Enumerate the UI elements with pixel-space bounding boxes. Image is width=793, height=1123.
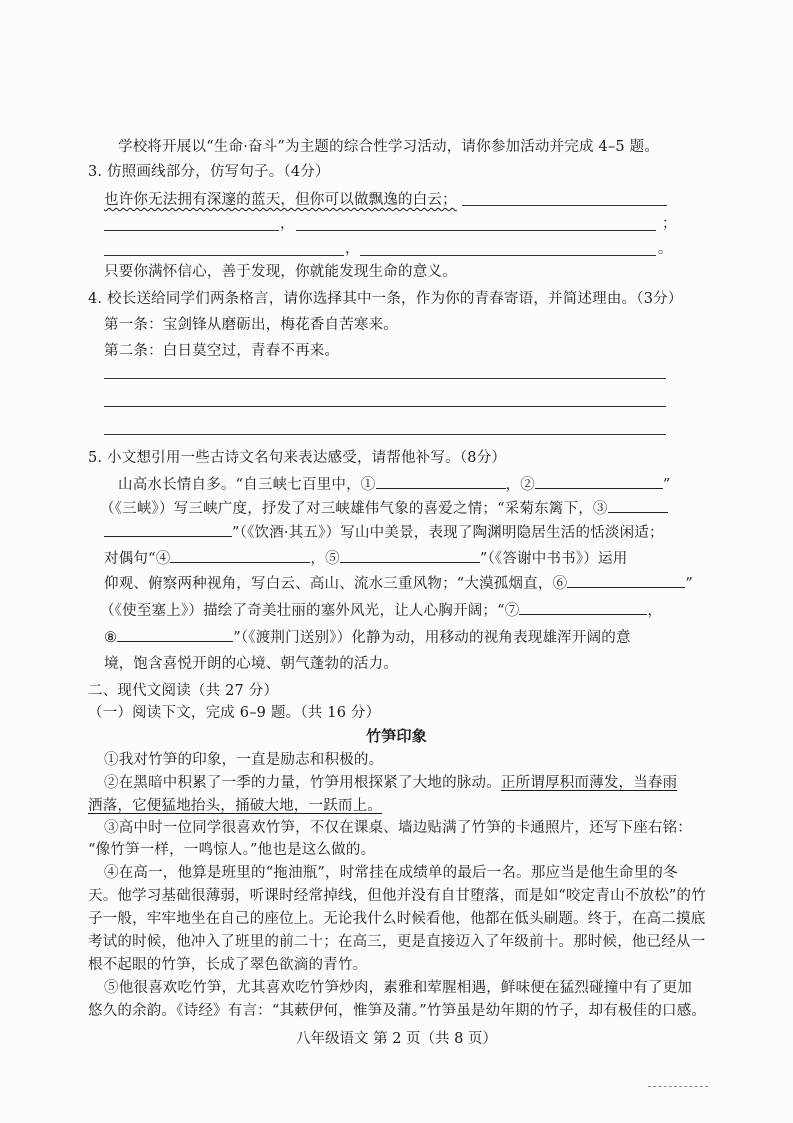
q5-text: 仰观、俯察两种视角，写白云、高山、流水三重风物；“大漠孤烟直，⑥ (104, 576, 568, 592)
q4-answer-line[interactable] (104, 378, 666, 379)
q5-text: ”（《渡荆门送别》）化静为动，用移动的视角表现雄浑开阔的意 (233, 630, 631, 646)
p2-underlined: 洒落，它便猛地抬头，捅破大地，一跃而上。 (88, 798, 382, 814)
blank-4[interactable] (170, 548, 310, 563)
q3-answer-line[interactable] (296, 230, 656, 231)
q4-answer-line[interactable] (104, 434, 666, 435)
q3-comma: ， (280, 216, 295, 232)
q5-text: （《使至塞上》）描绘了奇美壮丽的塞外风光，让人心胸开阔；“⑦ (100, 603, 520, 619)
p2-text: ②在黑暗中积累了一季的力量，竹笋用根探紧了大地的脉动。 (104, 775, 501, 791)
q5-text: 山高水长情自多。“自三峡七百里中，① (118, 477, 376, 493)
page-footer: 八年级语文 第 2 页（共 8 页） (296, 1031, 497, 1047)
paragraph-1: ①我对竹笋的印象，一直是励志和积极的。 (104, 752, 384, 768)
paragraph-4-line-1: ④在高一，他算是班里的“拖油瓶”，时常挂在成绩单的最后一名。那应当是他生命里的冬 (104, 865, 678, 881)
q5-line-1 (118, 474, 671, 495)
q5-line-4 (104, 548, 627, 569)
q4-answer-line[interactable] (104, 406, 666, 407)
q3-title: 3. 仿照画线部分，仿写句子。（4分） (88, 164, 330, 180)
q5-line-2 (100, 498, 668, 519)
blank-8[interactable] (117, 627, 233, 642)
paragraph-2-line-1 (104, 773, 677, 793)
q5-line-6 (100, 600, 662, 621)
section-subheading: （一）阅读下文，完成 6–9 题。（共 16 分） (88, 705, 381, 721)
section-heading: 二、现代文阅读（共 27 分） (88, 683, 279, 699)
blank-7[interactable] (519, 600, 647, 615)
q5-text: ，⑤ (310, 551, 340, 567)
blank-6[interactable] (567, 573, 685, 588)
q5-line-5 (104, 573, 693, 594)
activity-intro: 学校将开展以“生命·奋斗”为主题的综合性学习活动，请你参加活动并完成 4–5 题。 (118, 139, 660, 155)
q5-text: ， (647, 603, 663, 619)
q3-answer-line[interactable] (104, 230, 279, 231)
blank-3-cont[interactable] (104, 522, 232, 537)
q3-period: 。 (658, 241, 673, 257)
blank-3[interactable] (608, 498, 668, 513)
q3-semicolon: ； (662, 216, 677, 232)
q5-text: ” (662, 477, 671, 493)
q5-line-7 (104, 627, 631, 648)
q5-text: 对偶句“④ (104, 551, 171, 567)
q5-text: （《三峡》）写三峡广度，抒发了对三峡雄伟气象的喜爱之情；“采菊东篱下，③ (100, 501, 608, 517)
paragraph-4-line-5: 根不起眼的竹笋，长成了翠色欲滴的青竹。 (88, 957, 368, 973)
q4-motto-2: 第二条：白日莫空过，青春不再来。 (104, 343, 340, 359)
q3-answer-line[interactable] (462, 205, 667, 206)
paragraph-3-line-1: ③高中时一位同学很喜欢竹笋，不仅在课桌、墙边贴满了竹笋的卡通照片，还写下座右铭： (104, 820, 692, 836)
blank-2[interactable] (535, 474, 663, 489)
paragraph-4-line-3: 子一般，牢牢地坐在自己的座位上。无论我什么时候看他，他都在低头刷题。终于，在高二摸底 (88, 911, 706, 927)
q5-line-8: 境，饱含喜悦开朗的心境、朝气蓬勃的活力。 (104, 656, 398, 672)
q5-text: ”（《答谢中书书》）运用 (479, 551, 628, 567)
q3-model-sentence (104, 190, 457, 210)
q4-title: 4. 校长送给同学们两条格言，请你选择其中一条，作为你的青春寄语，并简述理由。（3分） (88, 291, 683, 307)
paragraph-5-line-2: 悠久的余韵。《诗经》有言：“其蔌伊何，惟笋及蒲。”竹笋虽是幼年期的竹子，却有极佳的口感。 (88, 1003, 707, 1019)
paragraph-4-line-4: 考试的时候，他冲入了班里的前二十；在高三，更是直接迈入了年级前十。那时候，他已经从一 (88, 934, 706, 950)
blank-1[interactable] (376, 474, 506, 489)
q3-model-text: 也许你无法拥有深邃的蓝天，但你可以做飘逸的白云； (104, 192, 457, 208)
paragraph-2-line-2 (88, 796, 382, 816)
q3-ending-sentence: 只要你满怀信心，善于发现，你就能发现生命的意义。 (104, 264, 457, 280)
q3-answer-line[interactable] (104, 255, 344, 256)
paragraph-3-line-2: “像竹笋一样，一鸣惊人。”他也是这么做的。 (88, 842, 376, 858)
q5-text: ⑧ (104, 630, 118, 646)
q5-title: 5. 小文想引用一些古诗文名句来表达感受，请帮他补写。（8分） (88, 450, 507, 466)
paragraph-5-line-1: ⑤他很喜欢吃竹笋，尤其喜欢吃竹笋炒肉，素雅和荤腥相遇，鲜味便在猛烈碰撞中有了更加 (104, 980, 692, 996)
q5-text: ”（《饮酒·其五》）写山中美景，表现了陶渊明隐居生活的恬淡闲适； (232, 525, 664, 541)
q3-comma: ， (345, 241, 360, 257)
passage-title: 竹笋印象 (366, 727, 427, 745)
q5-text: ，② (505, 477, 535, 493)
blank-5[interactable] (340, 548, 480, 563)
scan-mark (648, 1086, 708, 1087)
q5-text: ” (685, 576, 693, 592)
q3-answer-line[interactable] (360, 255, 656, 256)
paragraph-4-line-2: 天。他学习基础很薄弱，听课时经常掉线，但他并没有自甘堕落，而是如“咬定青山不放松”的竹 (88, 888, 706, 904)
q5-line-3 (104, 522, 664, 543)
p2-underlined: 正所谓厚积而薄发，当春雨 (500, 775, 678, 791)
q4-motto-1: 第一条：宝剑锋从磨砺出，梅花香自苦寒来。 (104, 317, 398, 333)
